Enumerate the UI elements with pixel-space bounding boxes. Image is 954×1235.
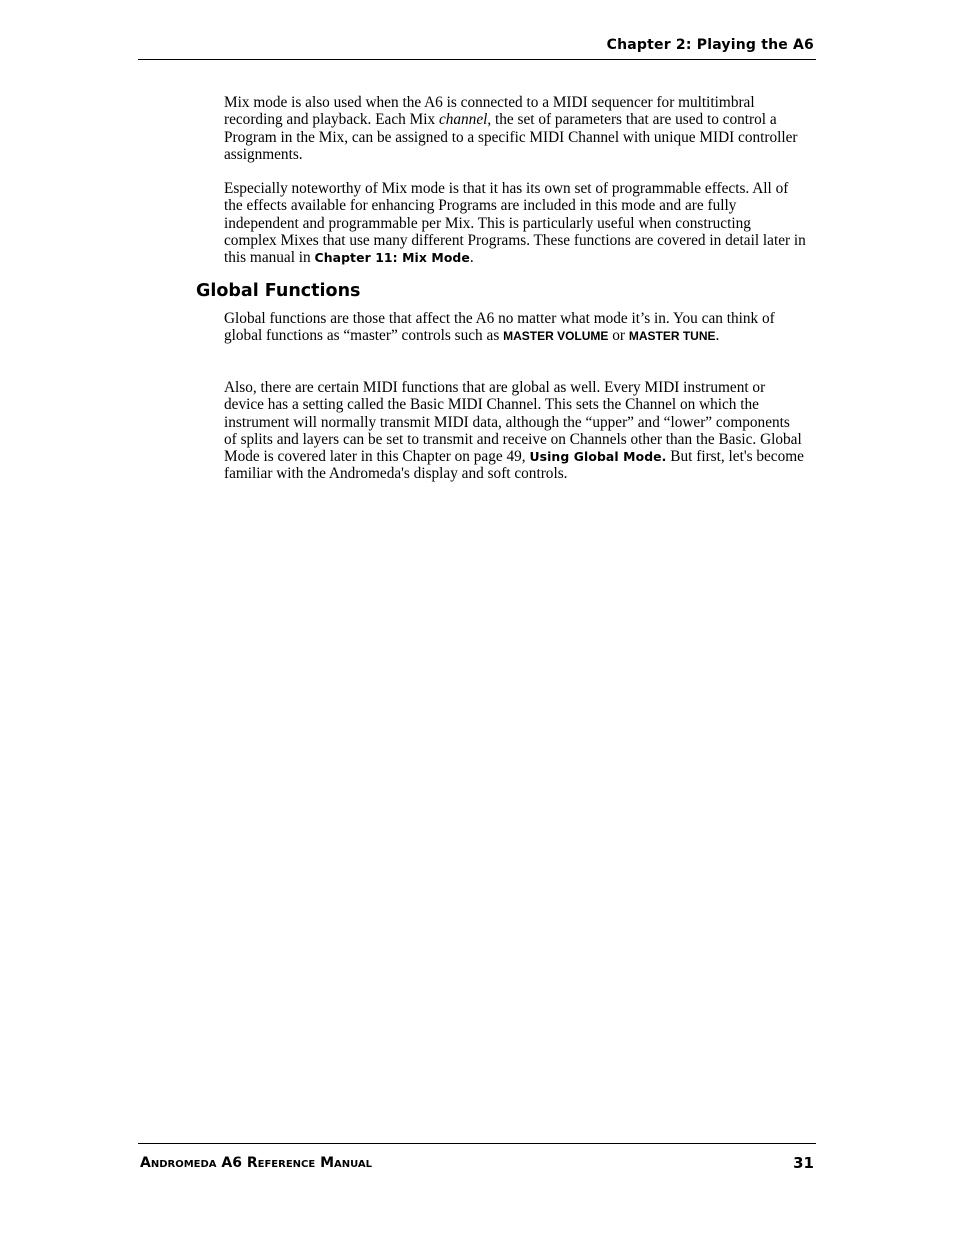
text-run: But first, let's become familiar with the Andromeda's display and soft controls. <box>224 448 804 483</box>
footer-rule <box>138 1143 816 1144</box>
text-run: , the set of parameters that are used to control a Program in the Mix, can be assigned to a specific MIDI Channel with unique MIDI controller assignments. <box>224 111 798 163</box>
paragraph-mix-effects <box>224 180 806 266</box>
text-run: Especially noteworthy of Mix mode is that it has its own set of programmable effects. All of the effects available for enhancing Programs are included in this mode and are fully independent and programmable per Mix. This is particularly useful when constructing complex Mixes that use many different Programs. These functions are covered in detail later in this manual in <box>224 180 806 267</box>
chapter-header: Chapter 2: Playing the A6 <box>606 37 814 53</box>
paragraph-global-functions <box>224 310 806 346</box>
chapter-reference: Chapter 11: Mix Mode <box>314 250 470 266</box>
paragraph-mix-sequencer <box>224 94 806 163</box>
section-reference: Using Global Mode. <box>529 449 667 465</box>
footer-manual-title: Andromeda A6 Reference Manual <box>140 1155 373 1171</box>
page-number: 31 <box>793 1154 814 1172</box>
parameter-name: MASTER TUNE <box>628 329 716 344</box>
text-run: Mix mode is also used when the A6 is connected to a MIDI sequencer for multitimbral recording and playback. Each Mix <box>224 94 755 129</box>
text-run: . <box>715 327 720 345</box>
text-run: . <box>469 249 474 267</box>
section-heading: Global Functions <box>196 281 361 301</box>
text-run: or <box>608 327 629 345</box>
header-rule <box>138 59 816 60</box>
parameter-name: MASTER VOLUME <box>503 329 609 344</box>
text-run: Global functions are those that affect the A6 no matter what mode it’s in. You can think of global functions as “master” controls such as <box>224 310 775 345</box>
paragraph-global-midi <box>224 379 806 483</box>
text-run: Also, there are certain MIDI functions that are global as well. Every MIDI instrument or device has a setting called the Basic MIDI Channel. This sets the Channel on which the instrument will normally transmit MIDI data, although the “upper” and “lower” components of splits and layers can be set to transmit and receive on Channels other than the Basic. Global Mode is covered later in this Chapter on page 49, <box>224 379 802 466</box>
emphasis-channel: channel <box>438 111 488 129</box>
